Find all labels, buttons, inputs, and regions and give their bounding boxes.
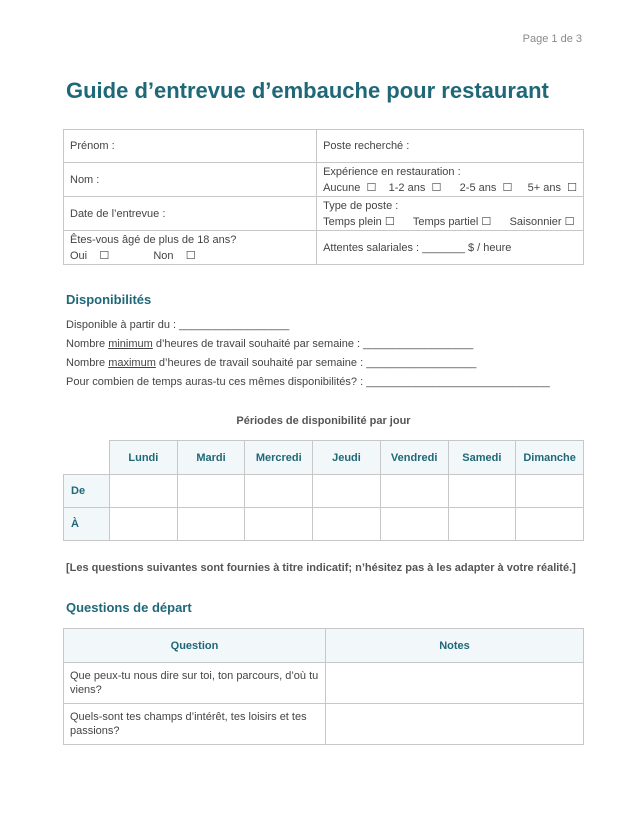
experience-option-none: Aucune — [323, 181, 361, 194]
row-label-from: De — [64, 475, 110, 508]
document-title: Guide d’entrevue d’embauche pour restaurant — [66, 78, 549, 103]
from-cell-tuesday[interactable] — [177, 475, 245, 508]
to-cell-monday[interactable] — [110, 508, 178, 541]
first-name-label: Prénom : — [70, 140, 115, 152]
interview-date-label: Date de l’entrevue : — [70, 207, 166, 220]
from-cell-thursday[interactable] — [313, 475, 381, 508]
table-row — [64, 663, 584, 704]
from-cell-friday[interactable] — [380, 475, 448, 508]
experience-1-2-checkbox[interactable]: ☐ — [431, 181, 442, 194]
availability-row-to — [64, 508, 584, 541]
starter-questions-table — [63, 628, 584, 745]
job-type-seasonal: Saisonnier — [509, 215, 562, 228]
experience-5plus-checkbox[interactable]: ☐ — [567, 181, 577, 194]
min-hours-emphasis: minimum — [108, 338, 153, 350]
from-cell-wednesday[interactable] — [245, 475, 313, 508]
availability-corner-cell — [64, 441, 110, 475]
position-label: Poste recherché : — [323, 140, 410, 152]
max-hours-line[interactable] — [66, 354, 550, 373]
experience-option-5plus: 5+ ans — [527, 181, 561, 194]
max-hours-prefix: Nombre — [66, 357, 109, 369]
to-cell-saturday[interactable] — [448, 508, 516, 541]
from-cell-sunday[interactable] — [516, 475, 584, 508]
day-header-thursday: Jeudi — [313, 441, 381, 475]
salary-field[interactable] — [317, 231, 584, 265]
from-cell-saturday[interactable] — [448, 475, 516, 508]
candidate-info-table — [63, 129, 584, 265]
availability-heading: Disponibilités — [66, 292, 152, 307]
experience-option-1-2: 1-2 ans — [388, 181, 426, 194]
age-no-checkbox[interactable]: ☐ — [185, 249, 196, 262]
page-number: Page 1 de 3 — [522, 33, 582, 45]
min-hours-line[interactable] — [66, 335, 550, 354]
job-type-label: Type de poste : — [323, 199, 399, 212]
job-type-full-time-checkbox[interactable]: ☐ — [384, 215, 395, 228]
available-from-line[interactable]: Disponible à partir du : __________________ — [66, 319, 290, 331]
salary-label: Attentes salariales : _______ $ / heure — [323, 241, 512, 254]
experience-2-5-checkbox[interactable]: ☐ — [502, 181, 513, 194]
job-type-seasonal-checkbox[interactable]: ☐ — [564, 215, 575, 228]
age-question-label: Êtes-vous âgé de plus de 18 ans? — [70, 233, 237, 246]
table-row — [64, 704, 584, 745]
to-cell-sunday[interactable] — [516, 508, 584, 541]
question-column-header: Question — [64, 629, 326, 663]
day-header-friday: Vendredi — [380, 441, 448, 475]
job-type-full-time: Temps plein — [323, 215, 382, 228]
age-yes-label: Oui — [70, 249, 88, 262]
availability-table — [63, 440, 584, 541]
row-label-to: À — [64, 508, 110, 541]
availability-row-from — [64, 475, 584, 508]
to-cell-thursday[interactable] — [313, 508, 381, 541]
question-cell: Quels-sont tes champs d’intérêt, tes loisirs et tes passions? — [64, 704, 326, 745]
first-name-field[interactable] — [64, 130, 317, 163]
job-type-part-time-checkbox[interactable]: ☐ — [481, 215, 492, 228]
min-hours-prefix: Nombre — [66, 338, 109, 350]
last-name-label: Nom : — [70, 173, 100, 186]
availability-lines — [66, 316, 550, 392]
job-type-options — [323, 214, 577, 230]
day-header-sunday: Dimanche — [516, 441, 584, 475]
experience-none-checkbox[interactable]: ☐ — [366, 181, 377, 194]
notes-cell[interactable] — [326, 663, 584, 704]
job-type-part-time: Temps partiel — [412, 215, 479, 228]
experience-options — [323, 180, 577, 196]
to-cell-friday[interactable] — [380, 508, 448, 541]
notes-column-header: Notes — [326, 629, 584, 663]
experience-field — [317, 163, 584, 197]
max-hours-suffix: d’heures de travail souhaité par semaine : __________________ — [155, 357, 477, 369]
min-hours-suffix: d’heures de travail souhaité par semaine : __________________ — [152, 338, 474, 350]
job-type-field — [317, 197, 584, 231]
to-cell-tuesday[interactable] — [177, 508, 245, 541]
age-question-field — [64, 231, 317, 265]
starter-questions-heading: Questions de départ — [66, 600, 192, 615]
last-name-field[interactable] — [64, 163, 317, 197]
question-cell: Que peux-tu nous dire sur toi, ton parcours, d’où tu viens? — [64, 663, 326, 704]
age-yes-checkbox[interactable]: ☐ — [99, 249, 110, 262]
experience-option-2-5: 2-5 ans — [459, 181, 497, 194]
interview-date-field[interactable] — [64, 197, 317, 231]
notes-cell[interactable] — [326, 704, 584, 745]
max-hours-emphasis: maximum — [108, 357, 156, 369]
availability-table-title: Périodes de disponibilité par jour — [236, 415, 411, 427]
experience-label: Expérience en restauration : — [323, 165, 461, 178]
availability-duration-line[interactable]: Pour combien de temps auras-tu ces mêmes disponibilités? : ______________________________ — [66, 376, 550, 388]
age-no-label: Non — [153, 249, 174, 262]
day-header-tuesday: Mardi — [177, 441, 245, 475]
day-header-wednesday: Mercredi — [245, 441, 313, 475]
day-header-saturday: Samedi — [448, 441, 516, 475]
from-cell-monday[interactable] — [110, 475, 178, 508]
to-cell-wednesday[interactable] — [245, 508, 313, 541]
guidance-note: [Les questions suivantes sont fournies à titre indicatif; n’hésitez pas à les adapter à votre réalité.] — [66, 562, 576, 574]
day-header-monday: Lundi — [110, 441, 178, 475]
age-options — [70, 248, 310, 264]
position-field[interactable] — [317, 130, 584, 163]
